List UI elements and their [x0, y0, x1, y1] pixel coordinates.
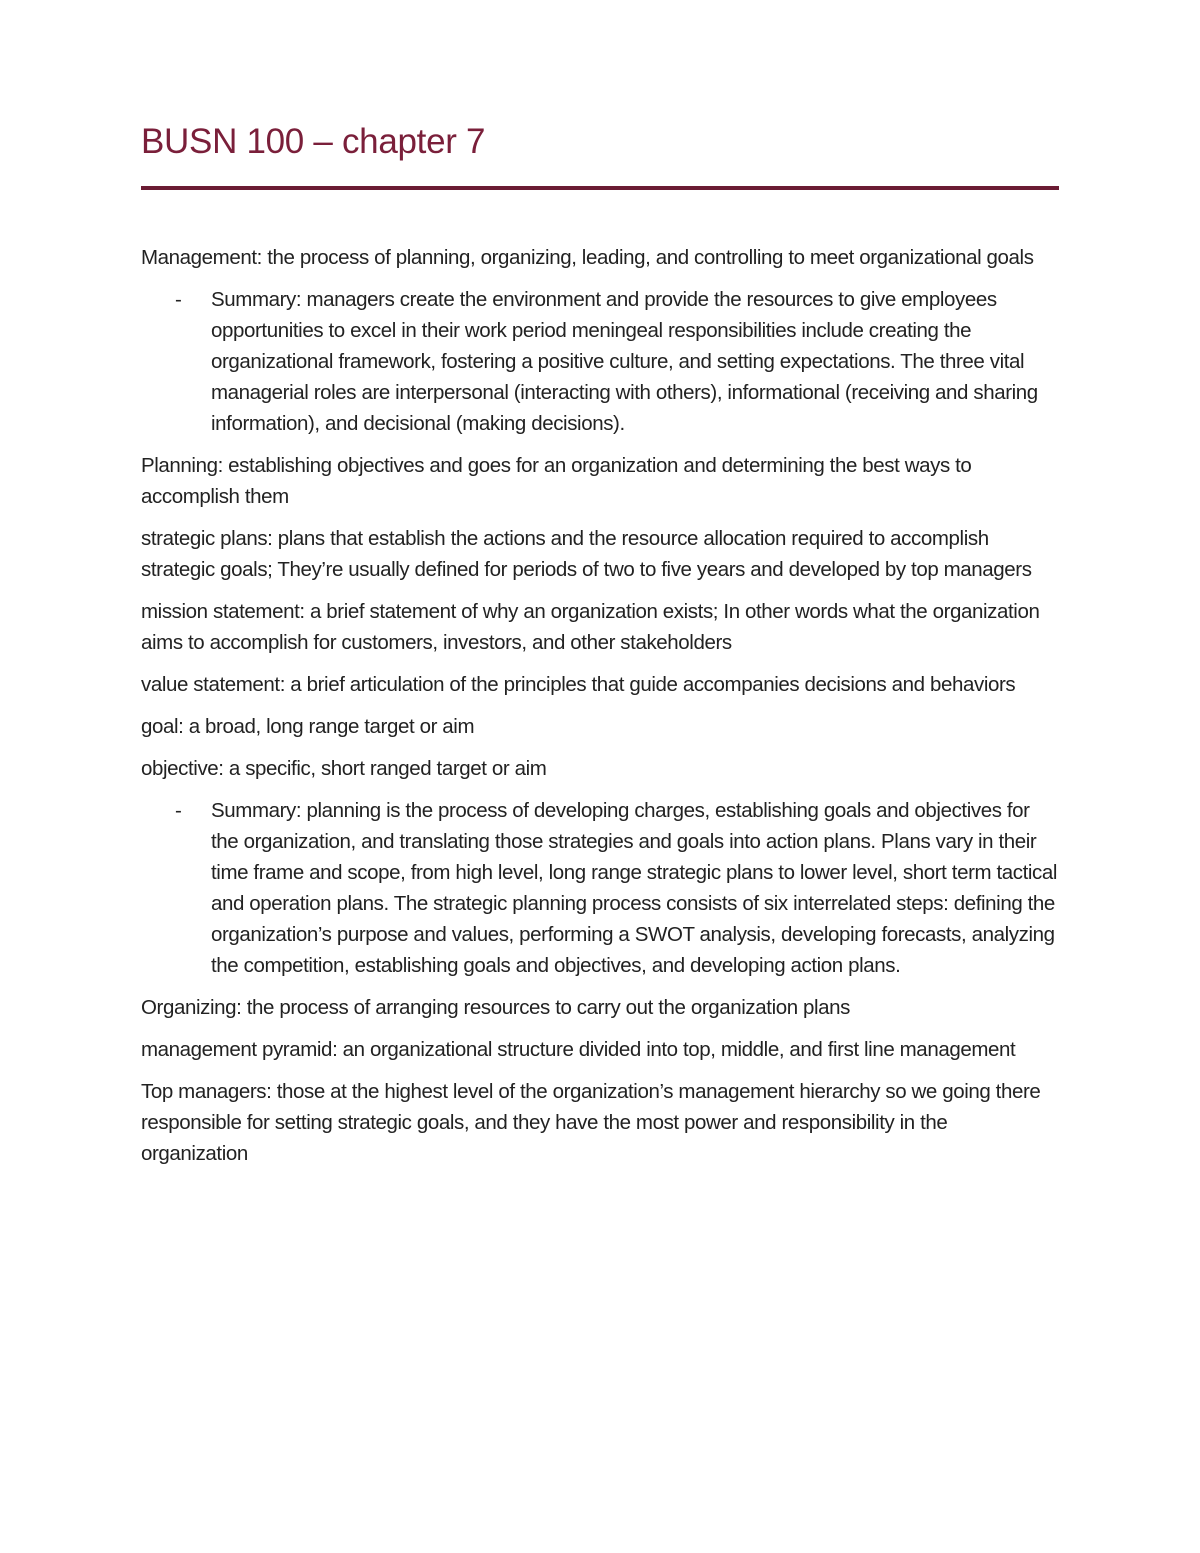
- paragraph-management: Management: the process of planning, organizing, leading, and controlling to meet organizational goals: [141, 246, 1034, 269]
- paragraph-goal: goal: a broad, long range target or aim: [141, 715, 475, 738]
- bullet-marker: -: [175, 288, 182, 311]
- paragraph-organizing: Organizing: the process of arranging resources to carry out the organization plans: [141, 996, 851, 1019]
- paragraph-planning: Planning: establishing objectives and goes for an organization and determining the best ways to accomplish them: [141, 454, 972, 508]
- document-title: BUSN 100 – chapter 7: [141, 122, 486, 161]
- paragraph-objective: objective: a specific, short ranged target or aim: [141, 757, 547, 780]
- bullet-text: Summary: planning is the process of developing charges, establishing goals and objectives for the organization, and translating those strategies and goals into action plans. Plans vary in their time frame and scope, from high level, long range strategic plans to lower level, short term tactical and operation plans. The strategic planning process consists of six interrelated steps: defining the organization’s purpose and values, performing a SWOT analysis, developing forecasts, analyzing the competition, establishing goals and objectives, and developing action plans.: [211, 799, 1058, 977]
- paragraph-mission-statement: mission statement: a brief statement of why an organization exists; In other words what the organization aims to accomplish for customers, investors, and other stakeholders: [141, 600, 1040, 654]
- title-divider: [141, 186, 1059, 190]
- bullet-planning-summary: [141, 795, 1059, 981]
- bullet-text: Summary: managers create the environment and provide the resources to give employees opportunities to excel in their work period meningeal responsibilities include creating the organizational framework, fostering a positive culture, and setting expectations. The three vital managerial roles are interpersonal (interacting with others), informational (receiving and sharing information), and decisional (making decisions).: [211, 288, 1038, 435]
- bullet-management-summary: [141, 284, 1059, 439]
- paragraph-management-pyramid: management pyramid: an organizational structure divided into top, middle, and first line management: [141, 1038, 1016, 1061]
- paragraph-top-managers: Top managers: those at the highest level of the organization’s management hierarchy so we going there responsible for setting strategic goals, and they have the most power and responsibility in the organization: [141, 1080, 1041, 1165]
- paragraph-value-statement: value statement: a brief articulation of the principles that guide accompanies decisions and behaviors: [141, 673, 1016, 696]
- bullet-marker: -: [175, 799, 182, 822]
- paragraph-strategic-plans: strategic plans: plans that establish the actions and the resource allocation required to accomplish strategic goals; They’re usually defined for periods of two to five years and developed by top managers: [141, 527, 1032, 581]
- document-page: [141, 0, 1059, 1180]
- document-body: [141, 242, 1059, 1169]
